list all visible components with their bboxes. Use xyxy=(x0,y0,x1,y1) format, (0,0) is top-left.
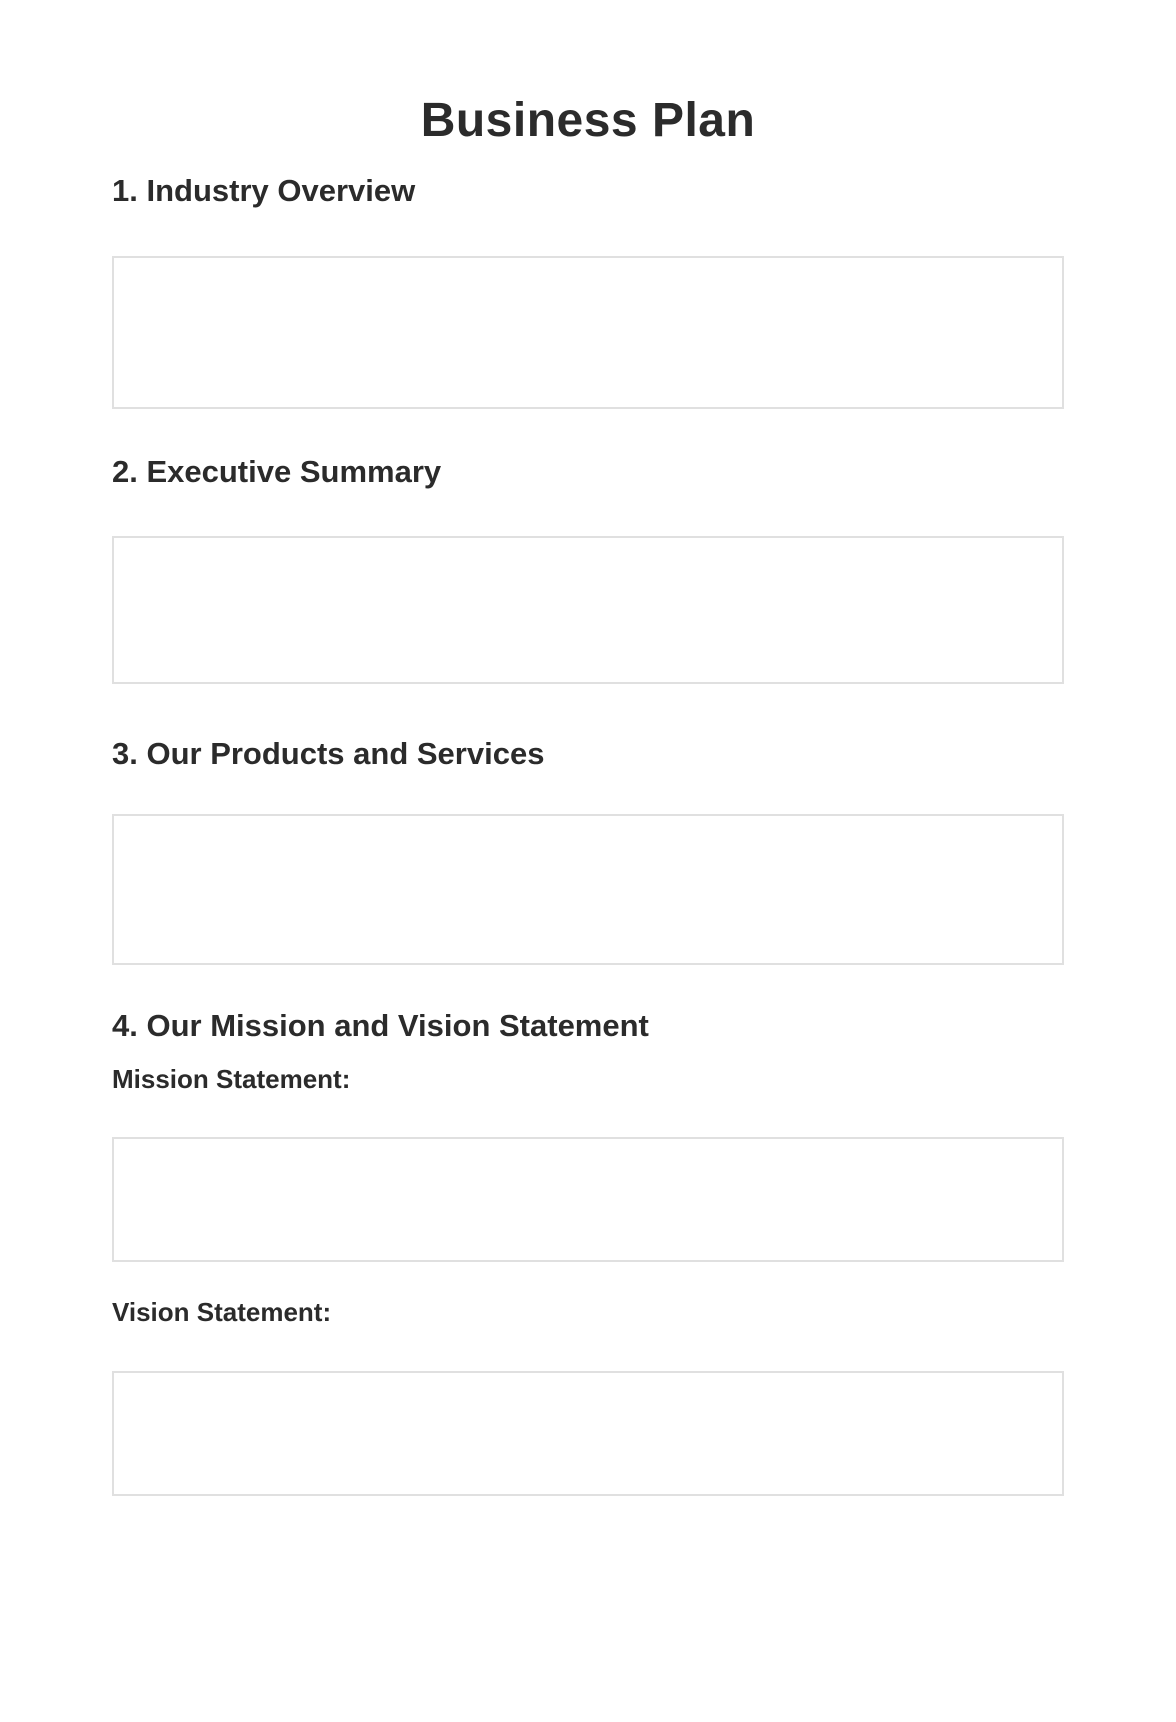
industry-overview-input[interactable] xyxy=(112,256,1064,409)
section-heading-industry-overview: 1. Industry Overview xyxy=(112,172,416,208)
section-heading-mission-and-vision: 4. Our Mission and Vision Statement xyxy=(112,1008,649,1044)
section-mission-and-vision xyxy=(112,1007,1064,1496)
vision-statement-input[interactable] xyxy=(112,1371,1064,1496)
mission-statement-label: Mission Statement: xyxy=(112,1064,351,1095)
mission-statement-input[interactable] xyxy=(112,1137,1064,1262)
section-heading-executive-summary: 2. Executive Summary xyxy=(112,453,442,489)
products-and-services-input[interactable] xyxy=(112,814,1064,965)
executive-summary-input[interactable] xyxy=(112,536,1064,684)
section-industry-overview xyxy=(112,172,1064,409)
section-executive-summary xyxy=(112,453,1064,684)
section-heading-products-and-services: 3. Our Products and Services xyxy=(112,735,545,771)
document-title: Business Plan xyxy=(420,94,756,147)
business-plan-document xyxy=(112,92,1064,1496)
section-products-and-services xyxy=(112,735,1064,965)
vision-statement-label: Vision Statement: xyxy=(112,1296,332,1327)
